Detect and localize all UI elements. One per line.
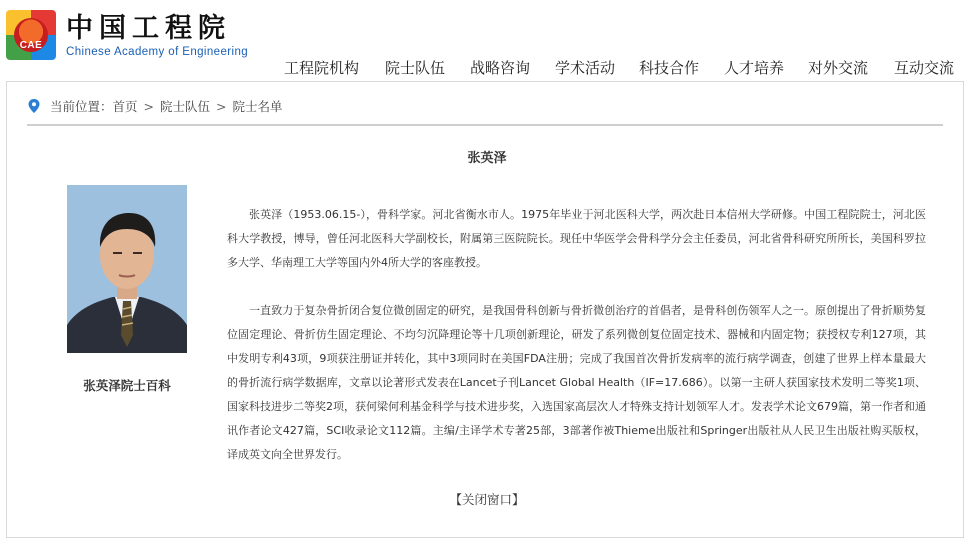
nav-item-academicians[interactable]: 院士队伍: [385, 59, 446, 77]
bio-paragraph-2: 一直致力于复杂骨折闭合复位微创固定的研究，是我国骨科创新与骨折微创治疗的首倡者，是骨科创伤领军人之一。原创提出了骨折顺势复位固定理论、骨折仿生固定理论、不均匀沉降理论等十几项创新理论，研发了系列微创复位固定技术、器械和内固定物；获授权专利127项，其中发明专利43项，9项获注册证并转化，其中3项同时在美国FDA注册；完成了我国首次骨折发病率的流行病学调查，创建了世界上样本量最大的骨折流行病学数据库，文章以论著形式发表在Lancet子刊Lancet Global Health（IF=17.686）。以第一主研人获国家技术发明二等奖1项、国家科技进步二等奖2项，获何梁何利基金科学与技术进步奖，入选国家高层次人才特殊支持计划领军人才。发表学术论文679篇，第一作者和通讯作者论文427篇，SCI收录论文112篇。主编/主译学术专著25部，3部著作被Thieme出版社和Springer出版社从人民卫生出版社购买版权，译成英文向全世界发行。: [227, 304, 926, 461]
breadcrumb-prefix: 当前位置：: [50, 99, 113, 114]
nav-item-foreign-exchange[interactable]: 对外交流: [808, 59, 869, 77]
nav-item-tech-cooperation[interactable]: 科技合作: [639, 59, 700, 77]
nav-item-talent-training[interactable]: 人才培养: [724, 59, 785, 77]
nav-item-strategic-consulting[interactable]: 战略咨询: [470, 59, 531, 77]
breadcrumb-home[interactable]: 首页: [112, 99, 138, 114]
breadcrumb-academician-list[interactable]: 院士名单: [232, 99, 283, 114]
page-title: 张英泽: [467, 151, 507, 166]
breadcrumb-academicians[interactable]: 院士队伍: [160, 99, 211, 114]
logo-chinese-title[interactable]: 中国工程院: [66, 13, 231, 44]
nav-item-interaction[interactable]: 互动交流: [894, 59, 955, 77]
location-pin-icon: [28, 99, 40, 113]
close-window-button[interactable]: 【关闭窗口】: [449, 492, 525, 507]
logo-english-title[interactable]: Chinese Academy of Engineering: [66, 46, 249, 58]
encyclopedia-link[interactable]: 张英泽院士百科: [83, 378, 171, 393]
nav-item-academic-activities[interactable]: 学术活动: [555, 59, 616, 77]
portrait-photo: [67, 185, 187, 353]
breadcrumb: [28, 97, 283, 115]
bio-paragraph-1: 张英泽（1953.06.15-），骨科学家。河北省衡水市人。1975年毕业于河北医科大学，两次赴日本信州大学研修。中国工程院院士，河北医科大学教授，博导，曾任河北医科大学副校长，附属第三医院院长。现任中华医学会骨科学分会主任委员，河北省骨科研究所所长，美国科罗拉多大学、华南理工大学等国内外4所大学的客座教授。: [227, 208, 926, 269]
breadcrumb-divider: [27, 124, 943, 126]
cae-logo-badge[interactable]: [6, 10, 56, 60]
breadcrumb-separator: >: [216, 98, 227, 114]
breadcrumb-separator: >: [143, 98, 155, 114]
nav-item-institutions[interactable]: 工程院机构: [284, 59, 360, 77]
logo-badge-text: CAE: [19, 40, 43, 51]
